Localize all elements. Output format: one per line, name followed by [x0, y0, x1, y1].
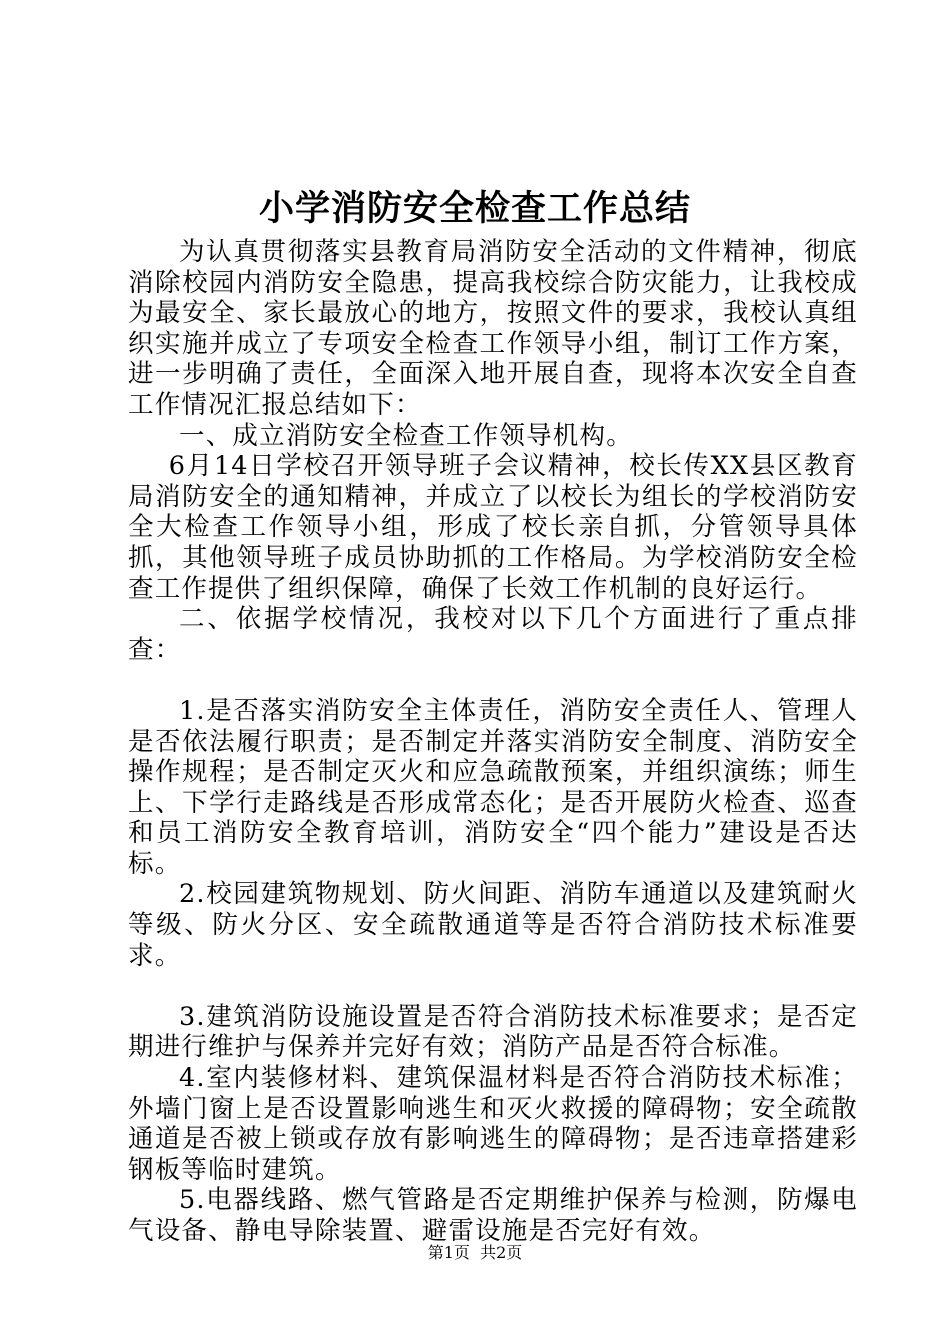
- list-item-5: 5.电器线路、燃气管路是否定期维护保养与检测，防爆电气设备、静电导除装置、避雷设施是否完好有效。: [128, 1185, 858, 1246]
- paragraph-section-1: 6月14日学校召开领导班子会议精神，校长传XX县区教育局消防安全的通知精神，并成立了以校长为组长的学校消防安全大检查工作领导小组，形成了校长亲自抓，分管领导具体抓，其他领导班子成员协助抓的工作格局。为学校消防安全检查工作提供了组织保障，确保了长效工作机制的良好运行。: [128, 451, 858, 604]
- list-item-4: 4.室内装修材料、建筑保温材料是否符合消防技术标准；外墙门窗上是否设置影响逃生和灭火救援的障碍物；安全疏散通道是否被上锁或存放有影响逃生的障碍物；是否违章搭建彩钢板等临时建筑。: [128, 1063, 858, 1185]
- section-heading-1: 一、成立消防安全检查工作领导机构。: [179, 420, 633, 451]
- list-item-1: 1.是否落实消防安全主体责任，消防安全责任人、管理人是否依法履行职责；是否制定并落实消防安全制度、消防安全操作规程；是否制定灭火和应急疏散预案，并组织演练；师生上、下学行走路线是否形成常态化；是否开展防火检查、巡查和员工消防安全教育培训，消防安全“四个能力”建设是否达标。: [128, 695, 858, 879]
- list-item-2: 2.校园建筑物规划、防火间距、消防车通道以及建筑耐火等级、防火分区、安全疏散通道等是否符合消防技术标准要求。: [128, 879, 858, 971]
- page-footer: [0, 1243, 950, 1263]
- document-title: 小学消防安全检查工作总结: [258, 188, 691, 229]
- page-number-total: 共2页: [480, 1243, 523, 1262]
- document-body: [128, 237, 858, 1247]
- list-item-3: 3.建筑消防设施设置是否符合消防技术标准要求；是否定期进行维护与保养并完好有效；消防产品是否符合标准。: [128, 1001, 858, 1063]
- page-number-current: 第1页: [427, 1243, 470, 1262]
- paragraph-intro: 为认真贯彻落实县教育局消防安全活动的文件精神，彻底消除校园内消防安全隐患，提高我校综合防灾能力，让我校成为最安全、家长最放心的地方，按照文件的要求，我校认真组织实施并成立了专项安全检查工作领导小组，制订工作方案，进一步明确了责任，全面深入地开展自查，现将本次安全自查工作情况汇报总结如下：: [128, 237, 858, 420]
- section-heading-2: 二、依据学校情况，我校对以下几个方面进行了重点排查：: [128, 604, 858, 665]
